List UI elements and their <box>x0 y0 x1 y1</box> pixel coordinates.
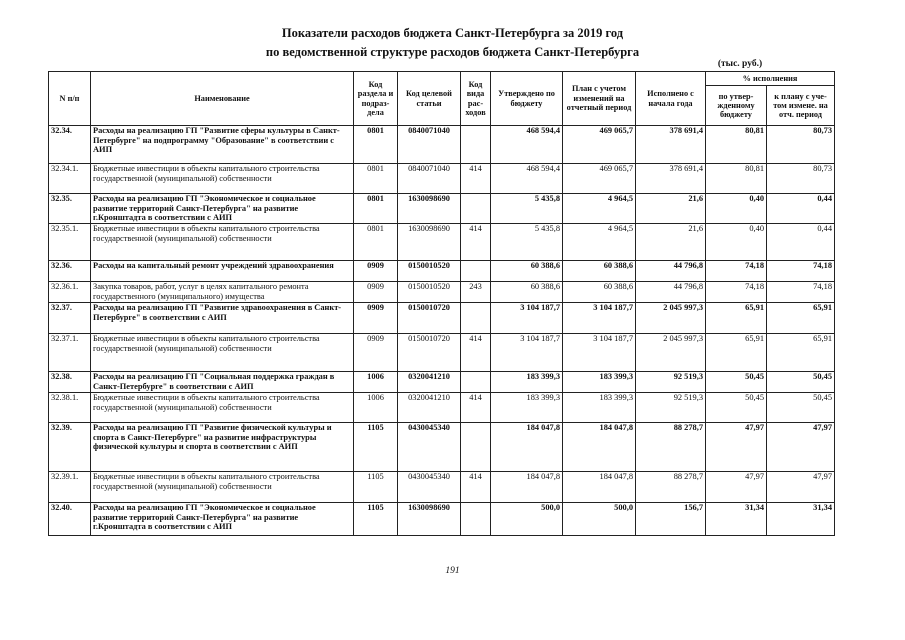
header-pct-approved: по утвер-жденному бюджету <box>706 86 767 126</box>
row-section-code: 1006 <box>354 372 398 393</box>
row-section-code: 0801 <box>354 224 398 261</box>
row-executed: 92 519,3 <box>636 393 706 423</box>
row-name: Расходы на реализацию ГП "Развитие здравоохранения в Санкт-Петербурге" в соответствии с АИП <box>91 303 354 334</box>
table-row <box>49 423 835 472</box>
header-name: Наименование <box>91 72 354 126</box>
row-plan: 469 065,7 <box>563 164 636 194</box>
row-section-code: 0909 <box>354 303 398 334</box>
row-pct-plan: 0,44 <box>767 224 835 261</box>
row-approved: 500,0 <box>491 503 563 536</box>
row-target-code: 0430045340 <box>398 472 461 503</box>
table-row <box>49 282 835 303</box>
row-executed: 21,6 <box>636 224 706 261</box>
row-target-code: 1630098690 <box>398 194 461 224</box>
row-pct-approved: 74,18 <box>706 261 767 282</box>
row-executed: 88 278,7 <box>636 423 706 472</box>
header-approved: Утверждено по бюджету <box>491 72 563 126</box>
row-target-code: 0150010720 <box>398 334 461 372</box>
row-number: 32.40. <box>49 503 91 536</box>
row-pct-approved: 50,45 <box>706 372 767 393</box>
row-pct-plan: 74,18 <box>767 282 835 303</box>
row-approved: 184 047,8 <box>491 423 563 472</box>
row-expense-type-code <box>461 503 491 536</box>
header-target-code: Код целевой статьи <box>398 72 461 126</box>
table-row <box>49 303 835 334</box>
row-plan: 469 065,7 <box>563 126 636 164</box>
row-name: Бюджетные инвестиции в объекты капитального строительства государственной (муниципальной) собственности <box>91 334 354 372</box>
row-executed: 21,6 <box>636 194 706 224</box>
row-number: 32.38.1. <box>49 393 91 423</box>
row-expense-type-code: 414 <box>461 472 491 503</box>
row-number: 32.39. <box>49 423 91 472</box>
table-row <box>49 503 835 536</box>
row-target-code: 1630098690 <box>398 503 461 536</box>
row-expense-type-code <box>461 303 491 334</box>
row-expense-type-code <box>461 372 491 393</box>
row-executed: 2 045 997,3 <box>636 303 706 334</box>
row-expense-type-code: 414 <box>461 334 491 372</box>
header-num: N п/п <box>49 72 91 126</box>
row-number: 32.38. <box>49 372 91 393</box>
row-plan: 60 388,6 <box>563 261 636 282</box>
row-executed: 378 691,4 <box>636 164 706 194</box>
row-plan: 60 388,6 <box>563 282 636 303</box>
row-name: Расходы на реализацию ГП "Развитие физической культуры и спорта в Санкт-Петербурге" на развитие инфраструктуры физической культуры и спорта в соответствии с АИП <box>91 423 354 472</box>
row-pct-approved: 47,97 <box>706 423 767 472</box>
row-pct-plan: 31,34 <box>767 503 835 536</box>
row-expense-type-code: 414 <box>461 393 491 423</box>
table-row <box>49 334 835 372</box>
row-name: Расходы на реализацию ГП "Развитие сферы культуры в Санкт-Петербурге" на подпрограмму "Образование" в соответствии с АИП <box>91 126 354 164</box>
row-pct-approved: 31,34 <box>706 503 767 536</box>
row-executed: 44 796,8 <box>636 261 706 282</box>
row-pct-plan: 80,73 <box>767 164 835 194</box>
table-row <box>49 393 835 423</box>
table-row <box>49 261 835 282</box>
row-pct-approved: 80,81 <box>706 126 767 164</box>
row-plan: 183 399,3 <box>563 393 636 423</box>
row-plan: 184 047,8 <box>563 423 636 472</box>
row-approved: 3 104 187,7 <box>491 334 563 372</box>
row-executed: 378 691,4 <box>636 126 706 164</box>
row-approved: 183 399,3 <box>491 372 563 393</box>
row-expense-type-code: 414 <box>461 224 491 261</box>
row-plan: 500,0 <box>563 503 636 536</box>
page-number: 191 <box>445 566 460 576</box>
row-plan: 4 964,5 <box>563 224 636 261</box>
row-approved: 60 388,6 <box>491 261 563 282</box>
row-expense-type-code <box>461 126 491 164</box>
row-pct-approved: 74,18 <box>706 282 767 303</box>
row-name: Бюджетные инвестиции в объекты капитального строительства государственной (муниципальной) собственности <box>91 472 354 503</box>
row-number: 32.37. <box>49 303 91 334</box>
row-name: Бюджетные инвестиции в объекты капитального строительства государственной (муниципальной) собственности <box>91 164 354 194</box>
budget-table-body <box>49 126 835 536</box>
row-pct-approved: 47,97 <box>706 472 767 503</box>
row-expense-type-code: 243 <box>461 282 491 303</box>
document-subtitle: по ведомственной структуре расходов бюджета Санкт-Петербурга <box>265 45 640 59</box>
row-executed: 92 519,3 <box>636 372 706 393</box>
row-name: Бюджетные инвестиции в объекты капитального строительства государственной (муниципальной) собственности <box>91 393 354 423</box>
table-row <box>49 472 835 503</box>
row-section-code: 1105 <box>354 423 398 472</box>
row-approved: 183 399,3 <box>491 393 563 423</box>
row-approved: 184 047,8 <box>491 472 563 503</box>
row-pct-approved: 65,91 <box>706 334 767 372</box>
row-approved: 468 594,4 <box>491 126 563 164</box>
row-pct-plan: 74,18 <box>767 261 835 282</box>
row-target-code: 0320041210 <box>398 372 461 393</box>
row-approved: 3 104 187,7 <box>491 303 563 334</box>
row-target-code: 0430045340 <box>398 423 461 472</box>
row-section-code: 0909 <box>354 261 398 282</box>
row-number: 32.36. <box>49 261 91 282</box>
row-section-code: 0801 <box>354 126 398 164</box>
row-plan: 183 399,3 <box>563 372 636 393</box>
row-section-code: 1105 <box>354 503 398 536</box>
row-target-code: 0320041210 <box>398 393 461 423</box>
row-target-code: 0150010520 <box>398 261 461 282</box>
row-pct-plan: 80,73 <box>767 126 835 164</box>
row-name: Расходы на реализацию ГП "Экономическое и социальное развитие территорий Санкт-Петербурга" на развитие г.Кронштадта в соответствии с АИП <box>91 194 354 224</box>
row-pct-plan: 50,45 <box>767 393 835 423</box>
row-number: 32.35.1. <box>49 224 91 261</box>
row-number: 32.39.1. <box>49 472 91 503</box>
row-approved: 60 388,6 <box>491 282 563 303</box>
row-pct-approved: 50,45 <box>706 393 767 423</box>
row-name: Расходы на капитальный ремонт учреждений здравоохранения <box>91 261 354 282</box>
row-target-code: 0840071040 <box>398 164 461 194</box>
row-pct-approved: 80,81 <box>706 164 767 194</box>
row-plan: 3 104 187,7 <box>563 303 636 334</box>
row-executed: 156,7 <box>636 503 706 536</box>
row-number: 32.35. <box>49 194 91 224</box>
row-section-code: 0801 <box>354 194 398 224</box>
row-approved: 468 594,4 <box>491 164 563 194</box>
row-pct-plan: 50,45 <box>767 372 835 393</box>
row-expense-type-code <box>461 194 491 224</box>
row-executed: 88 278,7 <box>636 472 706 503</box>
header-executed: Исполнено с начала года <box>636 72 706 126</box>
row-executed: 44 796,8 <box>636 282 706 303</box>
row-number: 32.36.1. <box>49 282 91 303</box>
row-name: Расходы на реализацию ГП "Социальная поддержка граждан в Санкт-Петербурге" в соответствии с АИП <box>91 372 354 393</box>
header-plan: План с учетом изменений на отчетный период <box>563 72 636 126</box>
row-target-code: 1630098690 <box>398 224 461 261</box>
row-pct-plan: 47,97 <box>767 472 835 503</box>
row-target-code: 0840071040 <box>398 126 461 164</box>
table-row <box>49 164 835 194</box>
row-approved: 5 435,8 <box>491 224 563 261</box>
row-expense-type-code <box>461 261 491 282</box>
table-row <box>49 224 835 261</box>
row-expense-type-code: 414 <box>461 164 491 194</box>
row-expense-type-code <box>461 423 491 472</box>
header-section-code: Код раздела и подраз-дела <box>354 72 398 126</box>
table-row <box>49 126 835 164</box>
header-pct-plan: к плану с уче-том измене. на отч. период <box>767 86 835 126</box>
table-row <box>49 372 835 393</box>
row-pct-approved: 65,91 <box>706 303 767 334</box>
header-percent-group: % исполнения <box>706 72 835 86</box>
row-pct-plan: 0,44 <box>767 194 835 224</box>
row-section-code: 1105 <box>354 472 398 503</box>
header-expense-type-code: Код вида рас-ходов <box>461 72 491 126</box>
row-pct-plan: 65,91 <box>767 303 835 334</box>
document-title: Показатели расходов бюджета Санкт-Петербурга за 2019 год <box>281 26 624 40</box>
row-number: 32.34.1. <box>49 164 91 194</box>
row-name: Бюджетные инвестиции в объекты капитального строительства государственной (муниципальной) собственности <box>91 224 354 261</box>
row-approved: 5 435,8 <box>491 194 563 224</box>
row-target-code: 0150010520 <box>398 282 461 303</box>
units-label: (тыс. руб.) <box>717 59 763 69</box>
table-row <box>49 194 835 224</box>
row-name: Закупка товаров, работ, услуг в целях капитального ремонта государственного (муниципального) имущества <box>91 282 354 303</box>
row-pct-plan: 65,91 <box>767 334 835 372</box>
row-section-code: 0909 <box>354 282 398 303</box>
row-section-code: 0909 <box>354 334 398 372</box>
budget-table <box>48 71 835 536</box>
row-plan: 4 964,5 <box>563 194 636 224</box>
row-executed: 2 045 997,3 <box>636 334 706 372</box>
row-plan: 184 047,8 <box>563 472 636 503</box>
row-pct-plan: 47,97 <box>767 423 835 472</box>
row-section-code: 0801 <box>354 164 398 194</box>
row-number: 32.37.1. <box>49 334 91 372</box>
row-pct-approved: 0,40 <box>706 224 767 261</box>
row-section-code: 1006 <box>354 393 398 423</box>
row-name: Расходы на реализацию ГП "Экономическое и социальное развитие территорий Санкт-Петербурга" на развитие г.Кронштадта в соответствии с АИП <box>91 503 354 536</box>
row-target-code: 0150010720 <box>398 303 461 334</box>
row-plan: 3 104 187,7 <box>563 334 636 372</box>
row-pct-approved: 0,40 <box>706 194 767 224</box>
row-number: 32.34. <box>49 126 91 164</box>
